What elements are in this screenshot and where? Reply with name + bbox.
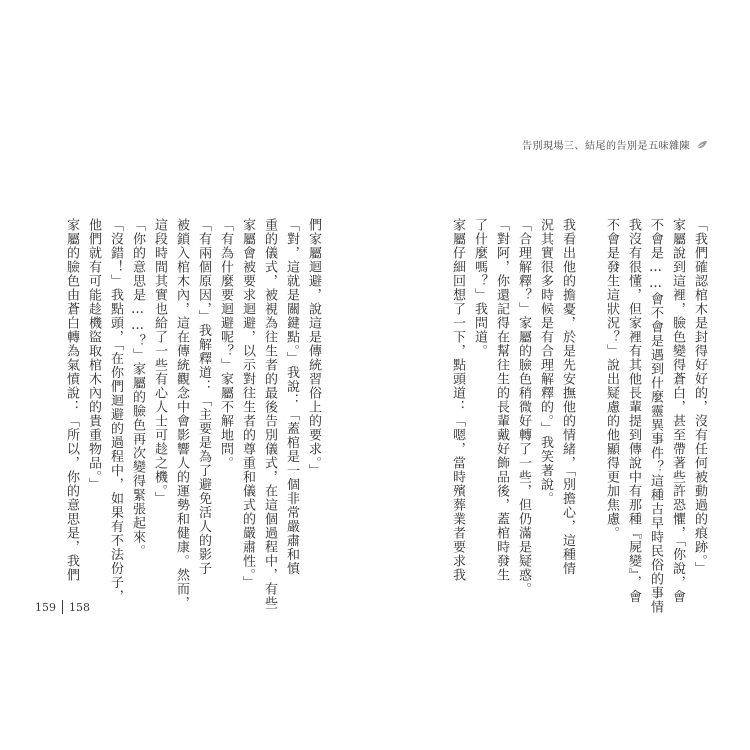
text-column: 家屬說到這裡，臉色變得蒼白，甚至帶著些許恐懼，「你說，會 — [670, 218, 685, 604]
text-column: 重的儀式，被視為往生者的最後告別儀式，在這個過程中，有些 — [262, 218, 277, 610]
text-column: 「對阿，你還記得在幫往生的長輩戴好飾品後，蓋棺時發生 — [494, 218, 509, 582]
running-header-title: 告別現場三、結尾的告別是五味雜陳 — [522, 141, 690, 152]
text-column: 他們就有可能趁機盜取棺木內的貴重物品。」 — [86, 218, 101, 492]
text-column: 我看出他的擔憂，於是先安撫他的情緒，「別擔心，這種情 — [560, 218, 575, 576]
page-numbers — [35, 600, 90, 614]
text-column: 不會是發生這狀況？」說出疑慮的他顯得更加焦慮。 — [604, 218, 619, 540]
text-column: 「沒錯！」我點頭，「在你們迴避的過程中，如果有不法份子， — [108, 218, 123, 604]
text-column: 「合理解釋？」家屬的臉色稍微好轉了一些，但仍滿是疑惑。 — [516, 218, 531, 596]
text-column: 家屬會被要求迴避，以示對往生者的尊重和儀式的嚴肅性。」 — [240, 218, 255, 590]
text-column: 我沒有很懂，但家裡有其他長輩提到傳說中有那種『屍變』，會 — [626, 218, 641, 604]
text-column: 「對，這就是關鍵點。」我說：「蓋棺是一個非常嚴肅和慎 — [284, 218, 299, 576]
text-column: 這段時間其實也給了一些有心人士可趁之機。」 — [152, 218, 167, 506]
leaf-icon — [696, 140, 708, 150]
text-column: 「有兩個原因，」我解釋道：「主要是為了避免活人的影子 — [196, 218, 211, 576]
text-column: 了什麼嗎？」我問道。 — [472, 218, 487, 358]
running-header — [522, 137, 708, 152]
text-column: 「我們確認棺木是封得好好的，沒有任何被動過的痕跡。」 — [692, 218, 707, 576]
text-column: 「你的意思是……？」家屬的臉色再次變得緊張起來。 — [130, 218, 145, 558]
page-number-left: 159 — [35, 600, 56, 614]
text-column: 家屬仔細回想了一下，點頭道：「嗯，當時殯葬業者要求我 — [450, 218, 465, 582]
text-column: 家屬的臉色由蒼白轉為氣憤說：「所以，你的意思是，我們 — [64, 218, 79, 582]
text-column: 被鎖入棺木內，這在傳統觀念中會影響人的運勢和健康。然而， — [174, 218, 189, 610]
text-column: 「有為什麼要迴避呢？」家屬不解地問。 — [218, 218, 233, 470]
page-number-divider — [62, 600, 63, 614]
text-column: 不會是……會不會是遇到什麼靈異事件？這種古早時民俗的事情 — [648, 218, 663, 614]
body-text-right — [446, 218, 710, 614]
page-number-right: 158 — [69, 600, 90, 614]
text-column: 們家屬迴避，說這是傳統習俗上的要求。」 — [306, 218, 321, 478]
text-column: 況其實很多時候是有合理解釋的。」我笑著說。 — [538, 218, 553, 506]
